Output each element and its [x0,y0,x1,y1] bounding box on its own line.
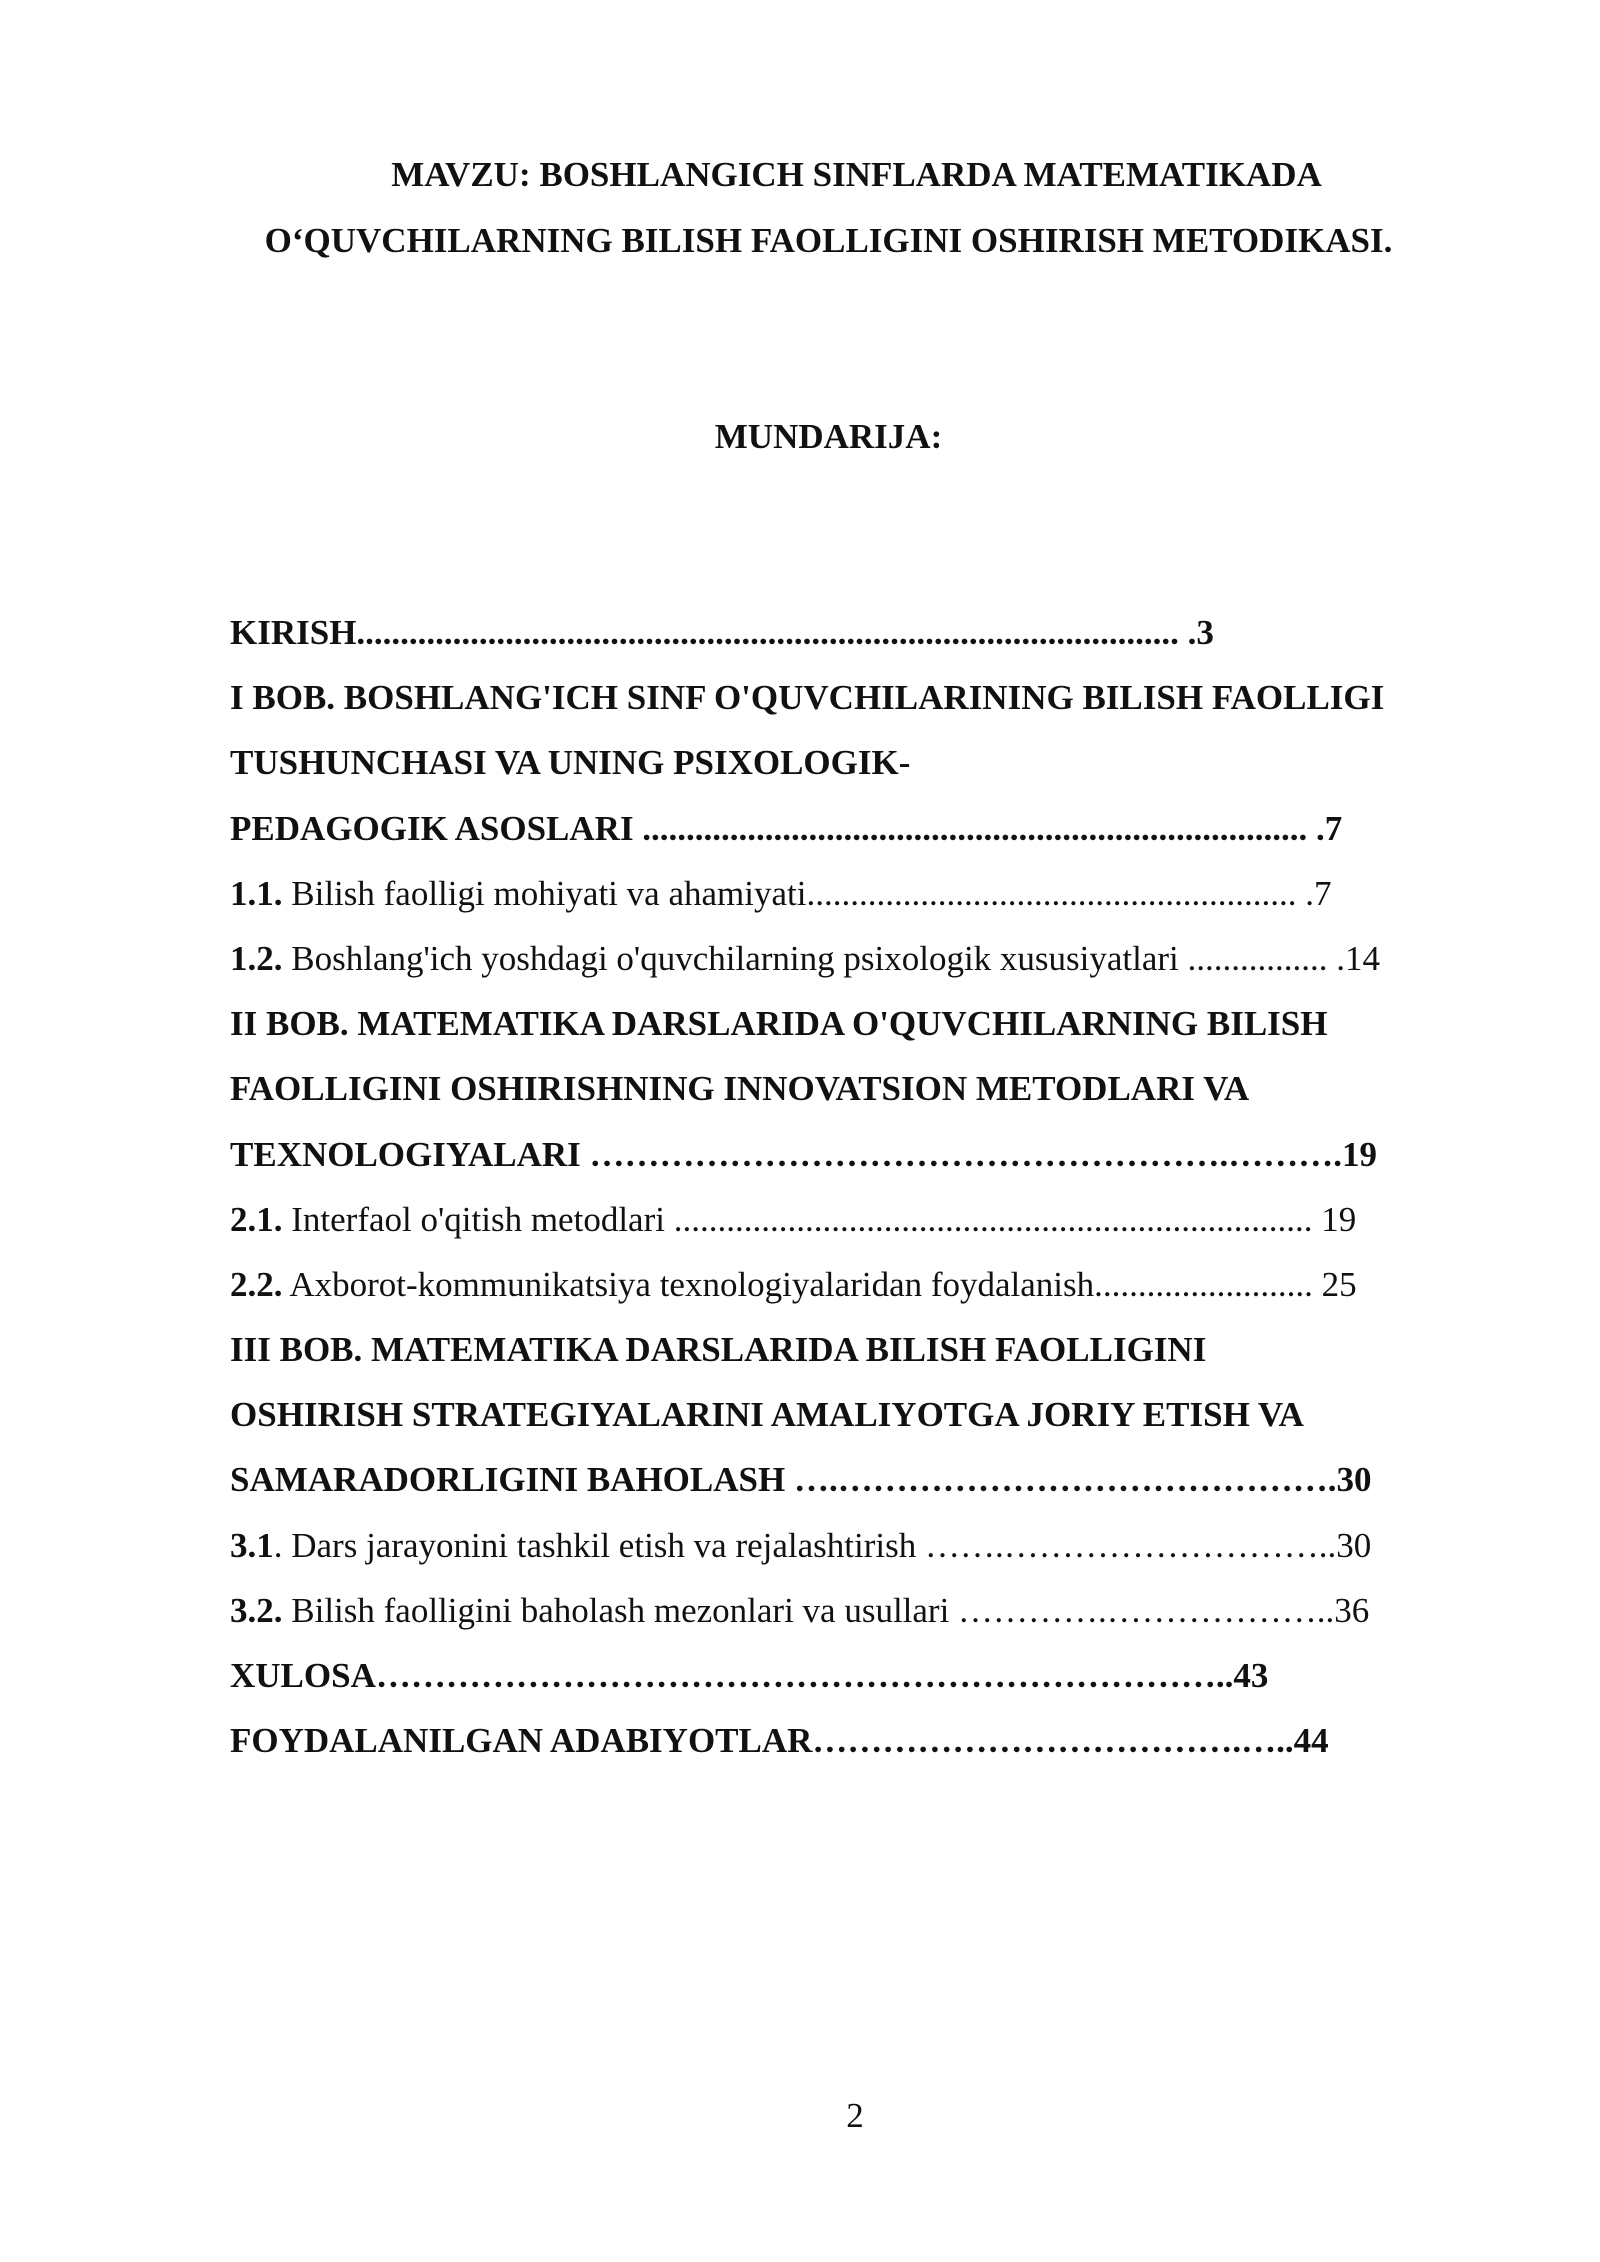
toc-entry-chapter-2-line-1: II BOB. MATEMATIKA DARSLARIDA O'QUVCHILARNING BILISH [230,1004,1328,1044]
toc-entry-section-2-1 [230,1187,1490,1252]
toc-entry-chapter-3-line-2: OSHIRISH STRATEGIYALARINI AMALIYOTGA JORIY ETISH VA [230,1395,1304,1435]
toc-entry-section-3-1 [230,1513,1490,1578]
section-number: 2.2. [230,1264,283,1304]
toc-entry-section-1-1 [230,861,1490,926]
section-text: Bilish faolligini baholash mezonlari va usullari ………….………………..36 [282,1590,1370,1630]
section-text: Axborot-kommunikatsiya texnologiyalaridan foydalanish......................... 25 [282,1264,1357,1304]
toc-entry-kirish: KIRISH.............................................................................................. .3 [230,613,1214,652]
section-number: 1.1. [230,873,283,913]
section-text: Bilish faolligi mohiyati va ahamiyati........................................................ .7 [282,873,1332,913]
toc-heading: MUNDARIJA: [714,417,943,456]
section-number: 3.2. [230,1590,283,1630]
table-of-contents [230,600,1490,1773]
toc-entry-xulosa: XULOSA………………………………………………………………..43 [230,1656,1269,1695]
toc-entry-chapter-2-line-2: FAOLLIGINI OSHIRISHNING INNOVATSION METODLARI VA [230,1069,1250,1109]
toc-entry-chapter-1-line-3: PEDAGOGIK ASOSLARI ............................................................................ .7 [230,808,1343,848]
section-number: 2.1. [230,1199,283,1239]
section-text: . Dars jarayonini tashkil etish va rejalashtirish …….………………………..30 [273,1525,1372,1565]
toc-entry-chapter-3-line-3: SAMARADORLIGINI BAHOLASH ….…………………………………….30 [230,1460,1372,1500]
toc-entry-section-3-2 [230,1578,1490,1643]
title-line-1: MAVZU: BOSHLANGICH SINFLARDA MATEMATIKADA [391,155,1322,194]
toc-entry-chapter-1-line-2: TUSHUNCHASI VA UNING PSIXOLOGIK- [230,743,911,783]
section-number: 3.1 [230,1525,274,1565]
toc-entry-chapter-1-line-1: I BOB. BOSHLANG'ICH SINF O'QUVCHILARINING BILISH FAOLLIGI [230,678,1385,718]
section-text: Boshlang'ich yoshdagi o'quvchilarning psixologik xususiyatlari ................ .14 [282,938,1381,978]
section-text: Interfaol o'qitish metodlari ......................................................................... 19 [282,1199,1357,1239]
section-number: 1.2. [230,938,283,978]
toc-entry-chapter-3-line-1: III BOB. MATEMATIKA DARSLARIDA BILISH FAOLLIGINI [230,1330,1207,1370]
toc-entry-section-2-2 [230,1252,1490,1317]
toc-entry-section-1-2 [230,926,1490,991]
toc-entry-adabiyotlar: FOYDALANILGAN ADABIYOTLAR……………………………….…..44 [230,1721,1329,1761]
title-line-2: O‘QUVCHILARNING BILISH FAOLLIGINI OSHIRISH METODIKASI. [264,221,1393,260]
page-number: 2 [846,2096,864,2135]
toc-entry-chapter-2-line-3: TEXNOLOGIYALARI ……………………………………………….……….19 [230,1134,1377,1174]
